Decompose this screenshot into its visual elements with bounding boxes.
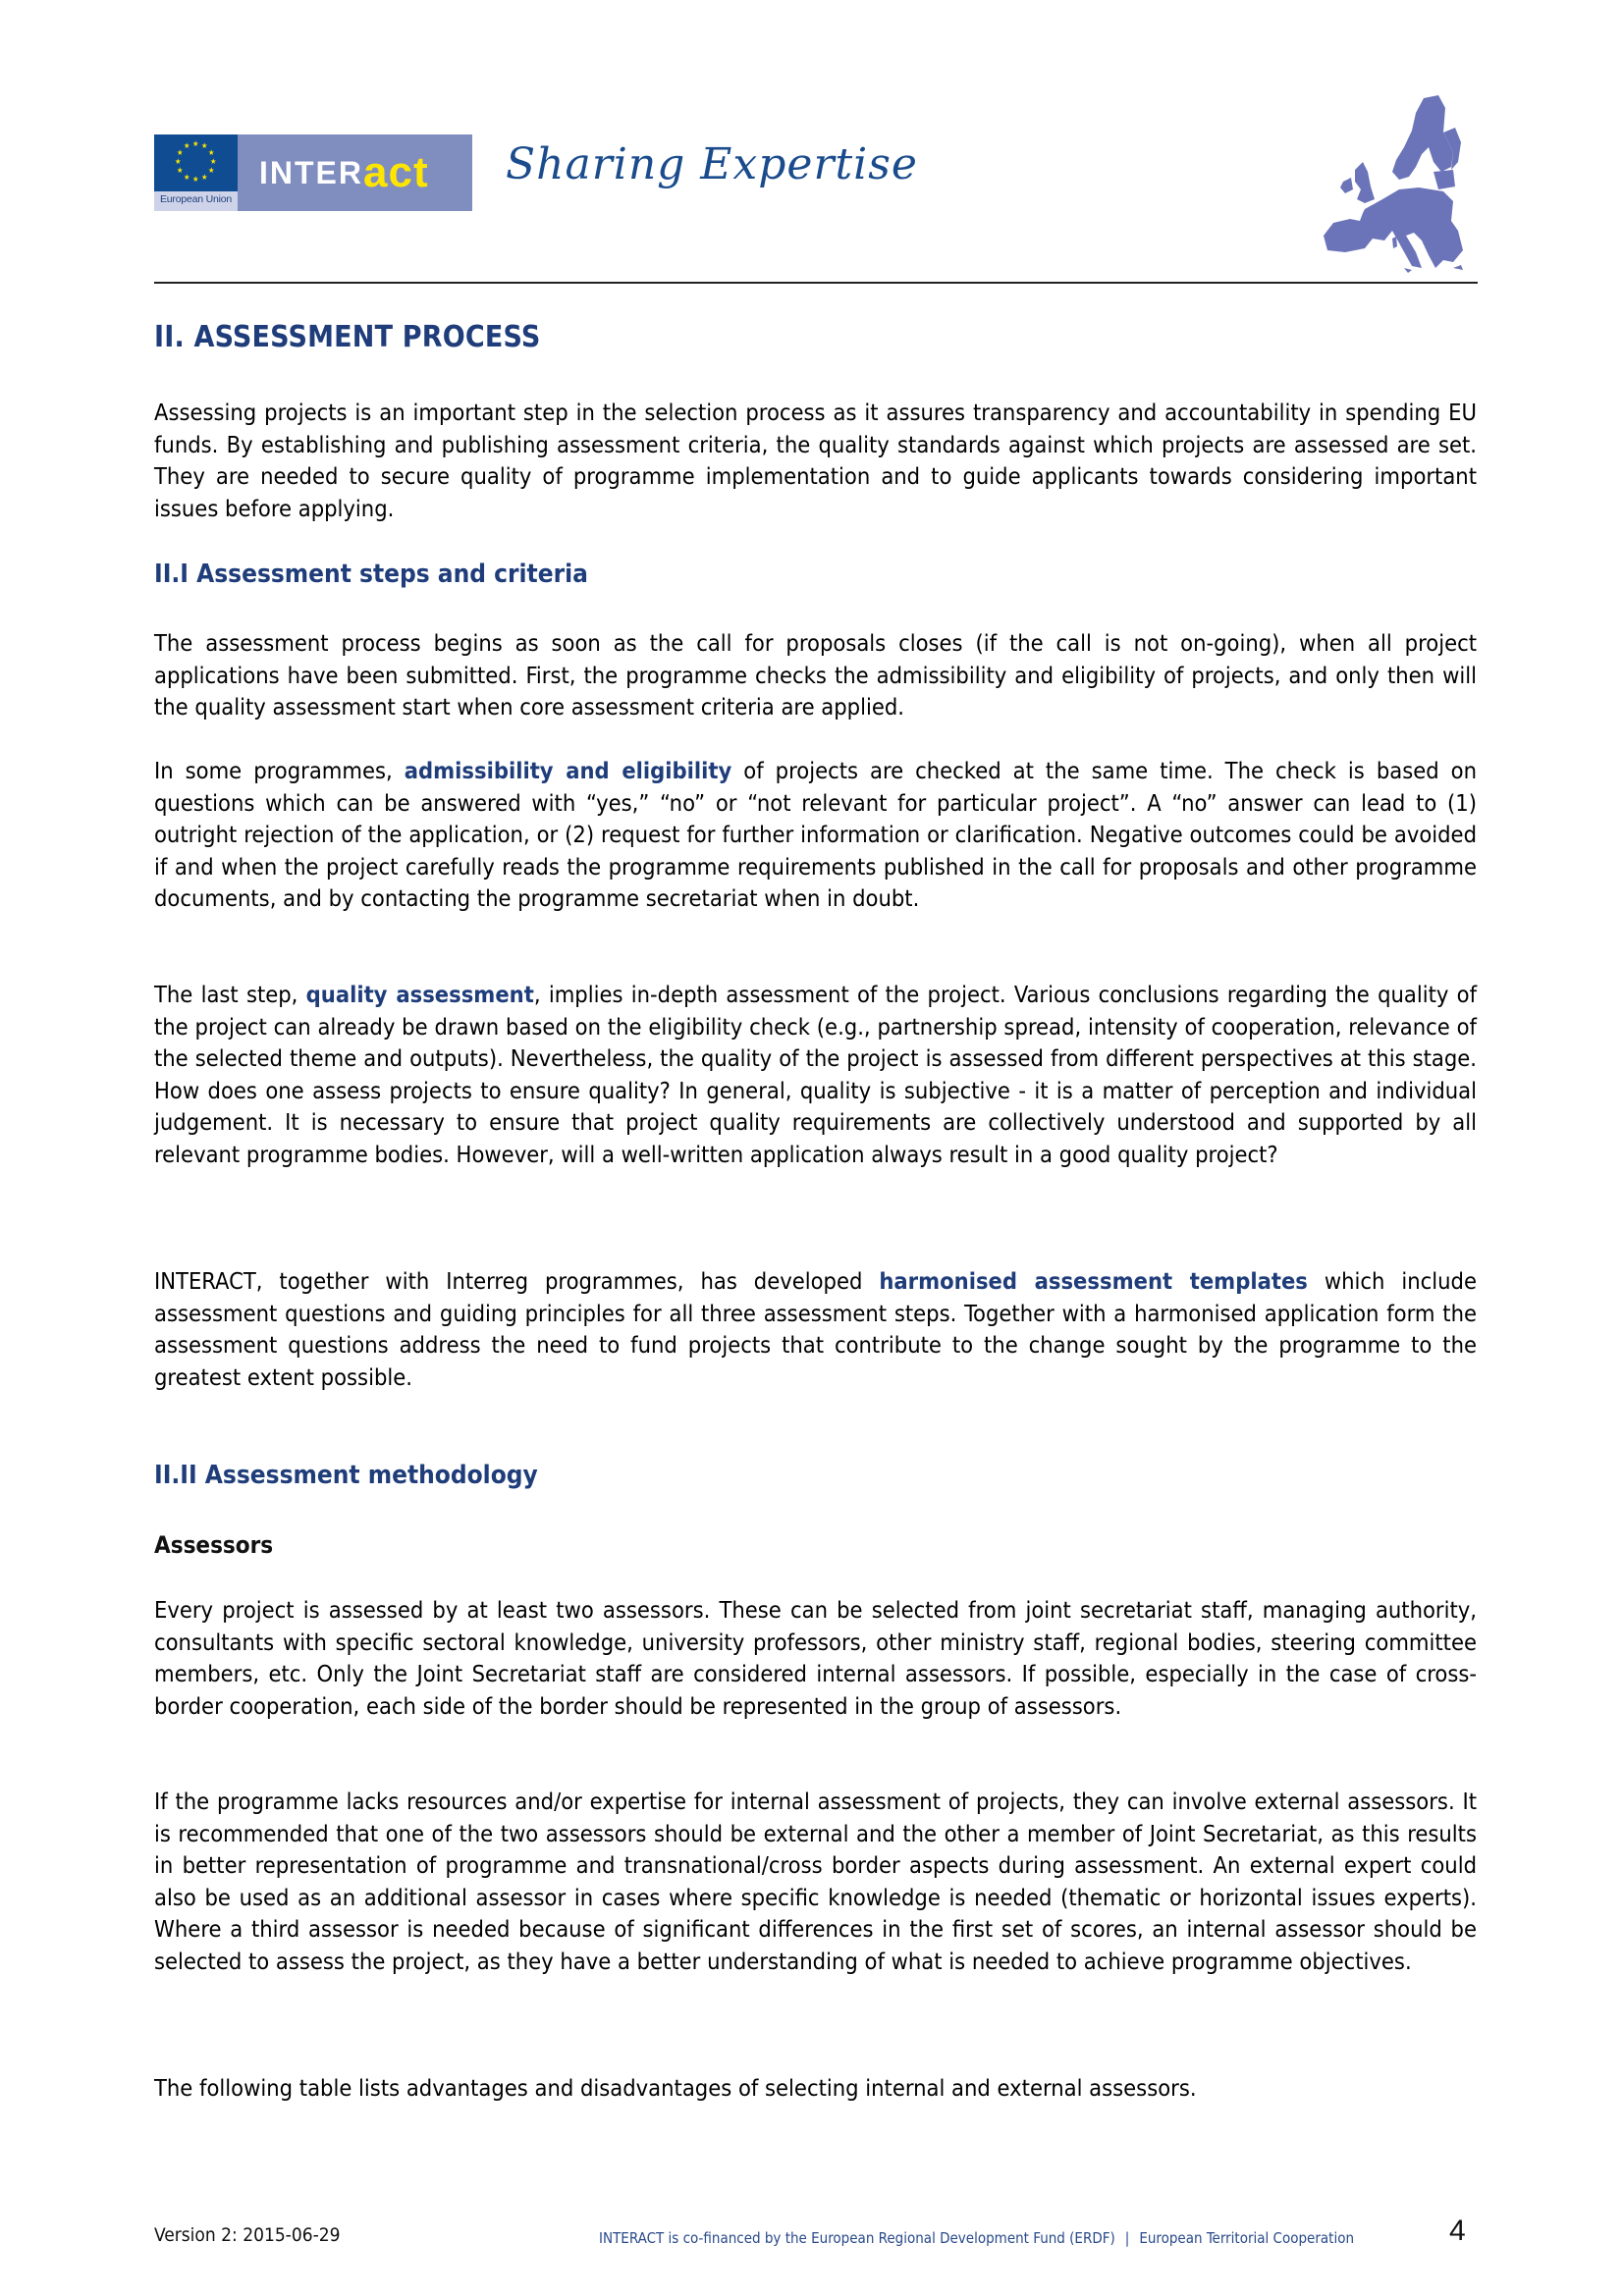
tagline: Sharing Expertise xyxy=(506,139,918,189)
text: The last step, xyxy=(154,981,306,1008)
footer-separator: | xyxy=(1124,2229,1130,2247)
paragraph-assessors: Every project is assessed by at least two assessors. These can be selected from joint secretariat staff, managing authority, consultants with specific sectoral knowledge, university professors, other ministry staff, regional bodies, steering committee members, etc. Only the Joint Secretariat staff are considered internal assessors. If possible, especially in the case of cross-border cooperation, each side of the border should be represented in the group of assessors. xyxy=(154,1596,1477,1720)
paragraph-assessment-process: The assessment process begins as soon as the call for proposals closes (if the call is not on-going), when all project applications have been submitted. First, the programme checks the admissibility and eligibility of projects, and only then will the quality assessment start when core assessment criteria are applied. xyxy=(154,629,1477,721)
eu-flag-icon: ★ ★ ★ ★ ★ ★ ★ ★ ★ ★ ★ ★ xyxy=(154,134,238,191)
highlight-admissibility-eligibility: admissibility and eligibility xyxy=(404,757,732,784)
subheading-assessors: Assessors xyxy=(154,1531,274,1559)
paragraph-external-assessors: If the programme lacks resources and/or expertise for internal assessment of projects, they can involve external assessors. It is recommended that one of the two assessors should be external and the other a member of Joint Secretariat, as this results in better representation of programme and transnational/cross border aspects during assessment. An external expert could also be used as an additional assessor in cases where specific knowledge is needed (thematic or horizontal issues experts). Where a third assessor is needed because of significant differences in the first set of scores, an internal assessor should be selected to assess the project, as they have a better understanding of what is needed to achieve programme objectives. xyxy=(154,1788,1477,1975)
cofinance-text: INTERACT is co-financed by the European Regional Development Fund (ERDF) xyxy=(599,2229,1115,2247)
brand-suffix: act xyxy=(363,148,429,196)
text: of projects are checked at the same time. The check is based on questions which can be answered with “yes,” “no” or “not relevant for particular project”. A “no” answer can lead to (1) outright rejection of the application, or (2) request for further information or clarification. Negative outcomes could be avoided if and when the project carefully reads the programme requirements published in the call for proposals and other programme documents, and by contacting the programme secretariat when in doubt. xyxy=(154,757,1477,912)
section-title: II. ASSESSMENT PROCESS xyxy=(154,320,541,354)
subsection-title-methodology: II.II Assessment methodology xyxy=(154,1461,538,1490)
interact-logo xyxy=(154,134,472,211)
europe-map-icon xyxy=(1306,93,1478,275)
brand-prefix: INTER xyxy=(259,154,363,190)
eu-emblem xyxy=(154,134,238,211)
text: INTERACT, together with Interreg programmes, has developed xyxy=(154,1267,880,1295)
paragraph-admissibility xyxy=(154,755,1477,915)
header-divider xyxy=(154,282,1478,284)
subsection-title-assessment-steps: II.I Assessment steps and criteria xyxy=(154,560,588,589)
program-text: European Territorial Cooperation xyxy=(1139,2229,1355,2247)
page-number: 4 xyxy=(1449,2215,1466,2247)
paragraph-table-intro: The following table lists advantages and disadvantages of selecting internal and external assessors. xyxy=(154,2074,1197,2102)
footer-cofinance xyxy=(599,2229,1354,2247)
intro-paragraph: Assessing projects is an important step in the selection process as it assures transparency and accountability in spending EU funds. By establishing and publishing assessment criteria, the quality standards against which projects are assessed are set. They are needed to secure quality of programme implementation and to guide applicants towards considering important issues before applying. xyxy=(154,399,1477,522)
highlight-quality-assessment: quality assessment xyxy=(305,981,534,1008)
text: , implies in-depth assessment of the project. Various conclusions regarding the quality of the project can already be drawn based on the eligibility check (e.g., partnership spread, intensity of cooperation, relevance of the selected theme and outputs). Nevertheless, the quality of the project is assessed from different perspectives at this stage. How does one assess projects to ensure quality? In general, quality is subjective - it is a matter of perception and individual judgement. It is necessary to ensure that project quality requirements are collectively understood and supported by all relevant programme bodies. However, will a well-written application always result in a good quality project? xyxy=(154,981,1478,1168)
text: In some programmes, xyxy=(154,757,405,784)
interact-wordmark xyxy=(238,134,472,211)
eu-label: European Union xyxy=(159,193,233,205)
paragraph-harmonised-templates xyxy=(154,1265,1477,1393)
highlight-harmonised-templates: harmonised assessment templates xyxy=(879,1267,1308,1295)
footer-version: Version 2: 2015-06-29 xyxy=(154,2224,341,2246)
paragraph-quality-assessment xyxy=(154,979,1477,1170)
text: which include assessment questions and guiding principles for all three assessment steps. Together with a harmonised application form the assessment questions address the need to fund projects that contribute to the change sought by the programme to the greatest extent possible. xyxy=(154,1267,1477,1391)
